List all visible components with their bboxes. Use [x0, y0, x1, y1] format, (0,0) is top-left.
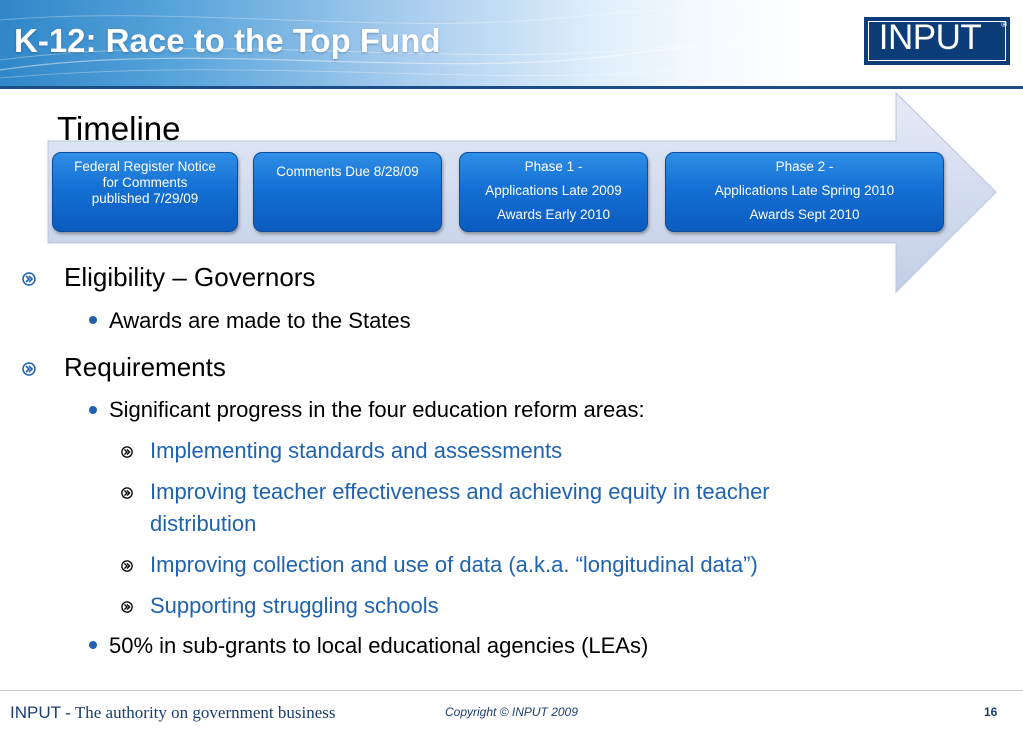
timeline-box-line: Federal Register Notice: [74, 159, 216, 174]
timeline-box-line: Phase 1 -: [524, 159, 583, 174]
subbullet-standards: Implementing standards and assessments: [150, 438, 563, 463]
timeline-box-line: Awards Early 2010: [496, 207, 611, 222]
dot-bullet-icon: [89, 406, 97, 414]
timeline-box-phase-1: [459, 152, 648, 232]
double-chevron-icon: [121, 601, 133, 613]
page-number: 16: [984, 705, 998, 719]
timeline-arrow-icon: [0, 0, 1023, 300]
timeline-box-line: Applications Late Spring 2010: [714, 183, 895, 198]
footer-copyright: Copyright © INPUT 2009: [445, 705, 578, 719]
dot-bullet-icon: [89, 641, 97, 649]
bullet-sub-grants: 50% in sub-grants to local educational agencies (LEAs): [109, 633, 649, 658]
timeline-box-line: Phase 2 -: [775, 159, 834, 174]
subbullet-teacher-effectiveness-cont: distribution: [150, 511, 257, 536]
timeline-title: Timeline: [57, 110, 181, 147]
timeline-box-phase-2: [665, 152, 944, 232]
bullet-requirements: Requirements: [64, 352, 226, 382]
dot-bullet-icon: [89, 316, 97, 324]
double-chevron-icon: [121, 560, 133, 572]
timeline-box-line: Comments Due 8/28/09: [276, 164, 419, 179]
footer-divider: [0, 690, 1023, 691]
timeline-box-line: Applications Late 2009: [485, 183, 622, 198]
double-chevron-icon: [22, 362, 36, 376]
bullet-eligibility: Eligibility – Governors: [64, 262, 316, 292]
timeline-box-comments-due: [253, 152, 442, 232]
double-chevron-icon: [121, 487, 133, 499]
timeline-box-line: for Comments: [102, 175, 188, 190]
subbullet-struggling-schools: Supporting struggling schools: [150, 593, 439, 618]
footer-brand: [10, 703, 335, 723]
timeline-box-federal-register: [52, 152, 238, 232]
footer-brand-tagline: - The authority on government business: [61, 703, 336, 722]
bullet-awards-states: Awards are made to the States: [109, 308, 411, 333]
timeline-box-line: published 7/29/09: [91, 191, 199, 206]
double-chevron-icon: [121, 446, 133, 458]
bullet-significant-progress: Significant progress in the four education reform areas:: [109, 397, 645, 422]
footer-brand-name: INPUT: [10, 703, 61, 722]
slide-title: K-12: Race to the Top Fund: [14, 22, 441, 59]
subbullet-teacher-effectiveness: Improving teacher effectiveness and achieving equity in teacher: [150, 479, 770, 504]
logo-registered-mark: ®: [1001, 20, 1007, 29]
timeline-box-line: Awards Sept 2010: [749, 207, 860, 222]
subbullet-longitudinal-data: Improving collection and use of data (a.k.a. “longitudinal data”): [150, 552, 758, 577]
double-chevron-icon: [22, 272, 36, 286]
logo-text: INPUT: [878, 18, 982, 57]
